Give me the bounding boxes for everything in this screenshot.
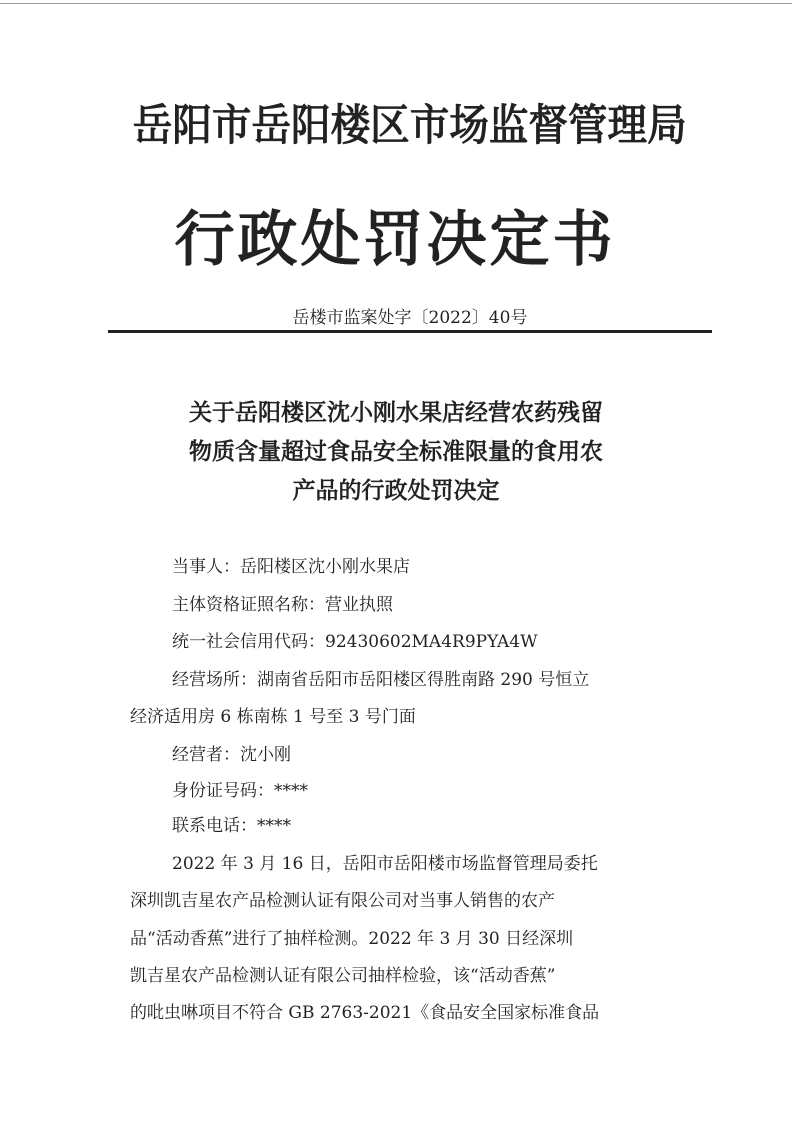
agency-name: 岳阳市岳阳楼区市场监督管理局 — [132, 101, 687, 151]
body-paragraph-line: 2022 年 3 月 16 日，岳阳市岳阳楼市场监督管理局委托 — [172, 854, 598, 874]
page-top-border — [0, 3, 792, 4]
id-number-field: 身份证号码：**** — [172, 781, 308, 801]
body-paragraph-line: 深圳凯吉星农产品检测认证有限公司对当事人销售的农产 — [130, 891, 555, 911]
case-number: 岳楼市监案处字〔2022〕40号 — [292, 308, 528, 328]
party-field: 当事人：岳阳楼区沈小刚水果店 — [172, 557, 410, 577]
license-name-field: 主体资格证照名称：营业执照 — [172, 595, 393, 615]
heading-line: 关于岳阳楼区沈小刚水果店经营农药残留 — [189, 400, 603, 426]
heading-line: 产品的行政处罚决定 — [292, 478, 500, 504]
phone-field: 联系电话：**** — [172, 816, 291, 836]
body-paragraph-line: 凯吉星农产品检测认证有限公司抽样检验，该“活动香蕉” — [130, 966, 556, 986]
decision-heading — [116, 394, 676, 511]
address-field: 经营场所：湖南省岳阳市岳阳楼区得胜南路 290 号恒立 — [172, 670, 590, 690]
body-paragraph-line: 品“活动香蕉”进行了抽样检测。2022 年 3 月 30 日经深圳 — [130, 929, 574, 949]
heading-line: 物质含量超过食品安全标准限量的食用农 — [189, 439, 603, 465]
operator-field: 经营者：沈小刚 — [172, 745, 291, 765]
address-field-continued: 经济适用房 6 栋南栋 1 号至 3 号门面 — [130, 707, 416, 727]
document-type-title: 行政处罚决定书 — [174, 205, 616, 275]
body-paragraph-line: 的吡虫啉项目不符合 GB 2763-2021《食品安全国家标准食品 — [130, 1003, 600, 1023]
header-divider — [108, 330, 712, 333]
credit-code-field: 统一社会信用代码：92430602MA4R9PYA4W — [172, 632, 538, 652]
